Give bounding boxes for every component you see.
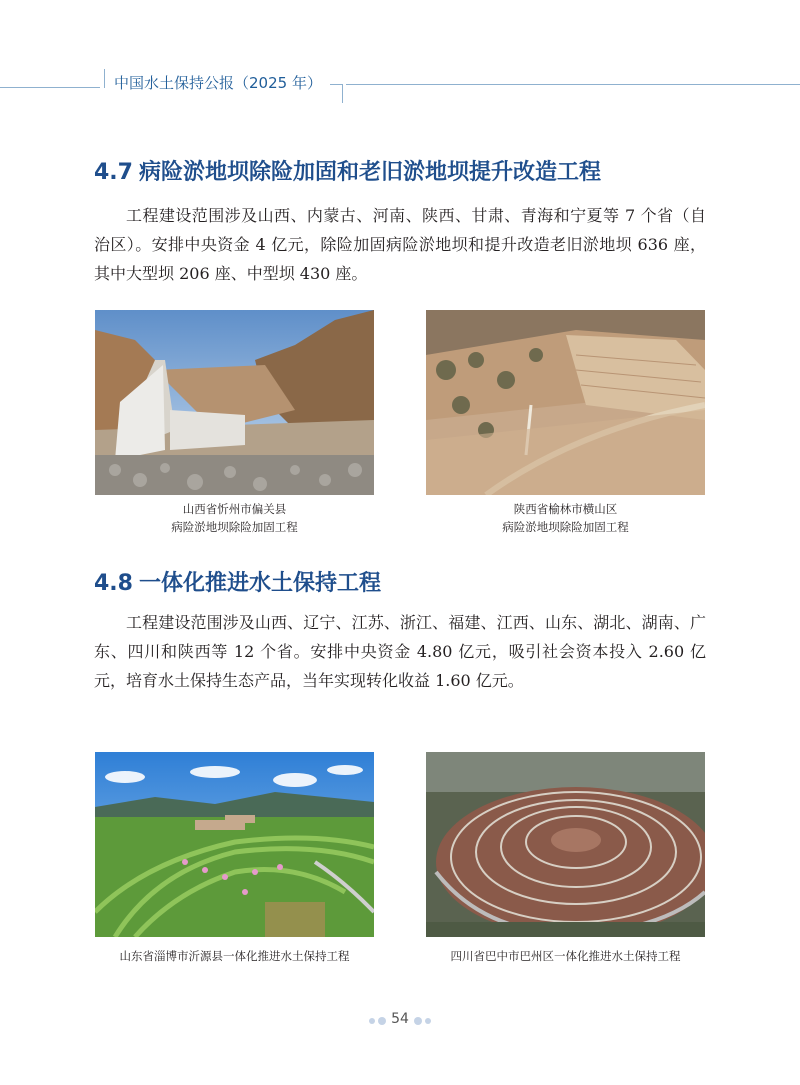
page-dot-right-outer bbox=[425, 1018, 431, 1024]
caption-line: 陕西省榆林市横山区 bbox=[513, 502, 618, 516]
section-number: 4.7 bbox=[94, 160, 133, 185]
header-rule-left bbox=[0, 87, 100, 88]
header-rule-right bbox=[346, 84, 800, 85]
section-heading-4-8 bbox=[94, 566, 381, 597]
section-title: 一体化推进水土保持工程 bbox=[138, 571, 381, 596]
section-paragraph-4-8: 工程建设范围涉及山西、辽宁、江苏、浙江、福建、江西、山东、湖北、湖南、广东、四川和陕西等 12 个省。安排中央资金 4.80 亿元，吸引社会资本投入 2.60 亿元，培育水土保持生态产品，当年实现转化收益 1.60 亿元。 bbox=[94, 613, 706, 690]
section-heading-4-7 bbox=[94, 155, 601, 186]
caption-line: 病险淤地坝除险加固工程 bbox=[171, 520, 298, 534]
photo-sichuan-terraces bbox=[426, 752, 705, 937]
section-title: 病险淤地坝除险加固和老旧淤地坝提升改造工程 bbox=[138, 160, 601, 185]
photo-caption-sichuan bbox=[426, 947, 705, 965]
photo-caption-shandong bbox=[95, 947, 374, 965]
section-number: 4.8 bbox=[94, 571, 133, 596]
caption-line: 山东省淄博市沂源县一体化推进水土保持工程 bbox=[119, 949, 350, 963]
caption-line: 山西省忻州市偏关县 bbox=[182, 502, 287, 516]
photo-shanxi-dam bbox=[95, 310, 374, 495]
photo-caption-shaanxi bbox=[426, 500, 705, 536]
photo-caption-shanxi bbox=[95, 500, 374, 536]
photo-shaanxi-dam bbox=[426, 310, 705, 495]
header-tick bbox=[104, 69, 105, 88]
section-paragraph-4-7: 工程建设范围涉及山西、内蒙古、河南、陕西、甘肃、青海和宁夏等 7 个省（自治区）。安排中央资金 4 亿元，除险加固病险淤地坝和提升改造老旧淤地坝 636 座，其中大型坝 206 座、中型坝 430 座。 bbox=[94, 206, 706, 283]
header-bracket bbox=[330, 84, 343, 103]
page-number: 54 bbox=[391, 1011, 409, 1027]
running-header-title: 中国水土保持公报（2025 年） bbox=[114, 74, 322, 92]
caption-line: 四川省巴中市巴州区一体化推进水土保持工程 bbox=[450, 949, 681, 963]
photo-shandong-terraces bbox=[95, 752, 374, 937]
caption-line: 病险淤地坝除险加固工程 bbox=[502, 520, 629, 534]
page-dot-right-inner bbox=[414, 1017, 422, 1025]
